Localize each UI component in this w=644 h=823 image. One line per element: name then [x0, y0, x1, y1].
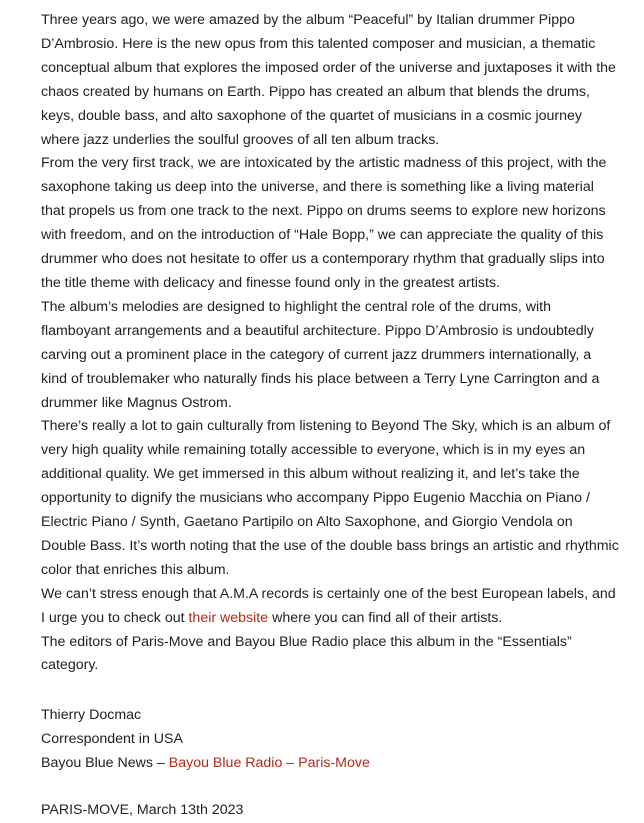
- signature-spacer: [41, 678, 621, 704]
- label-text-after: where you can find all of their artists.: [268, 609, 503, 626]
- author-role: Correspondent in USA: [41, 731, 183, 748]
- paragraph-melodies: The album’s melodies are designed to highlight the central role of the drums, with flamboyant arrangements and a beautiful architecture. Pippo D’Ambrosio is undoubtedly carving out a prominent place in the category of current jazz drummers internationally, a kind of troublemaker who naturally finds his place between a Terry Lyne Carrington and a drummer like Magnus Ostrom.: [41, 298, 600, 411]
- paragraph-intro: Three years ago, we were amazed by the album “Peaceful” by Italian drummer Pippo D’Ambrosio. Here is the new opus from this talented composer and musician, a thematic conceptual album that explores the imposed order of the universe and juxtaposes it with the chaos created by humans on Earth. Pippo has created an album that blends the drums, keys, double bass, and alto saxophone of the quartet of musicians in a cosmic journey where jazz underlies the soulful grooves of all ten album tracks.: [41, 12, 616, 148]
- signature-block: [41, 704, 621, 776]
- paragraph-label: [41, 583, 621, 631]
- paragraph-essentials: The editors of Paris-Move and Bayou Blue Radio place this album in the “Essentials” category.: [41, 633, 572, 674]
- dateline-spacer: [41, 776, 621, 799]
- article-body: [41, 9, 621, 823]
- organization-prefix: Bayou Blue News –: [41, 755, 169, 772]
- label-website-link[interactable]: their website: [188, 609, 269, 626]
- dateline: PARIS-MOVE, March 13th 2023: [41, 802, 244, 819]
- author-name: Thierry Docmac: [41, 707, 142, 724]
- label-text-before: We can’t stress enough that A.M.A records is certainly one of the best European labels, and I urge you to check out: [41, 585, 616, 626]
- paragraph-first-track: From the very first track, we are intoxicated by the artistic madness of this project, with the saxophone taking us deep into the universe, and there is something like a living material that propels us from one track to the next. Pippo on drums seems to explore new horizons with freedom, and on the introduction of “Hale Bopp,” we can appreciate the quality of this drummer who does not hesitate to offer us a contemporary rhythm that gradually slips into the title theme with delicacy and finesse found only in the greatest artists.: [41, 155, 607, 291]
- author-organization: [41, 752, 621, 776]
- organization-link[interactable]: Bayou Blue Radio – Paris-Move: [168, 755, 370, 772]
- paragraph-culture: There’s really a lot to gain culturally from listening to Beyond The Sky, which is an album of very high quality while remaining totally accessible to everyone, which is in my eyes an additional quality. We get immersed in this album without realizing it, and let’s take the opportunity to dignify the musicians who accompany Pippo Eugenio Macchia on Piano / Electric Piano / Synth, Gaetano Partipilo on Alto Saxophone, and Giorgio Vendola on Double Bass. It’s worth noting that the use of the double bass brings an artistic and rhythmic color that enriches this album.: [41, 418, 619, 578]
